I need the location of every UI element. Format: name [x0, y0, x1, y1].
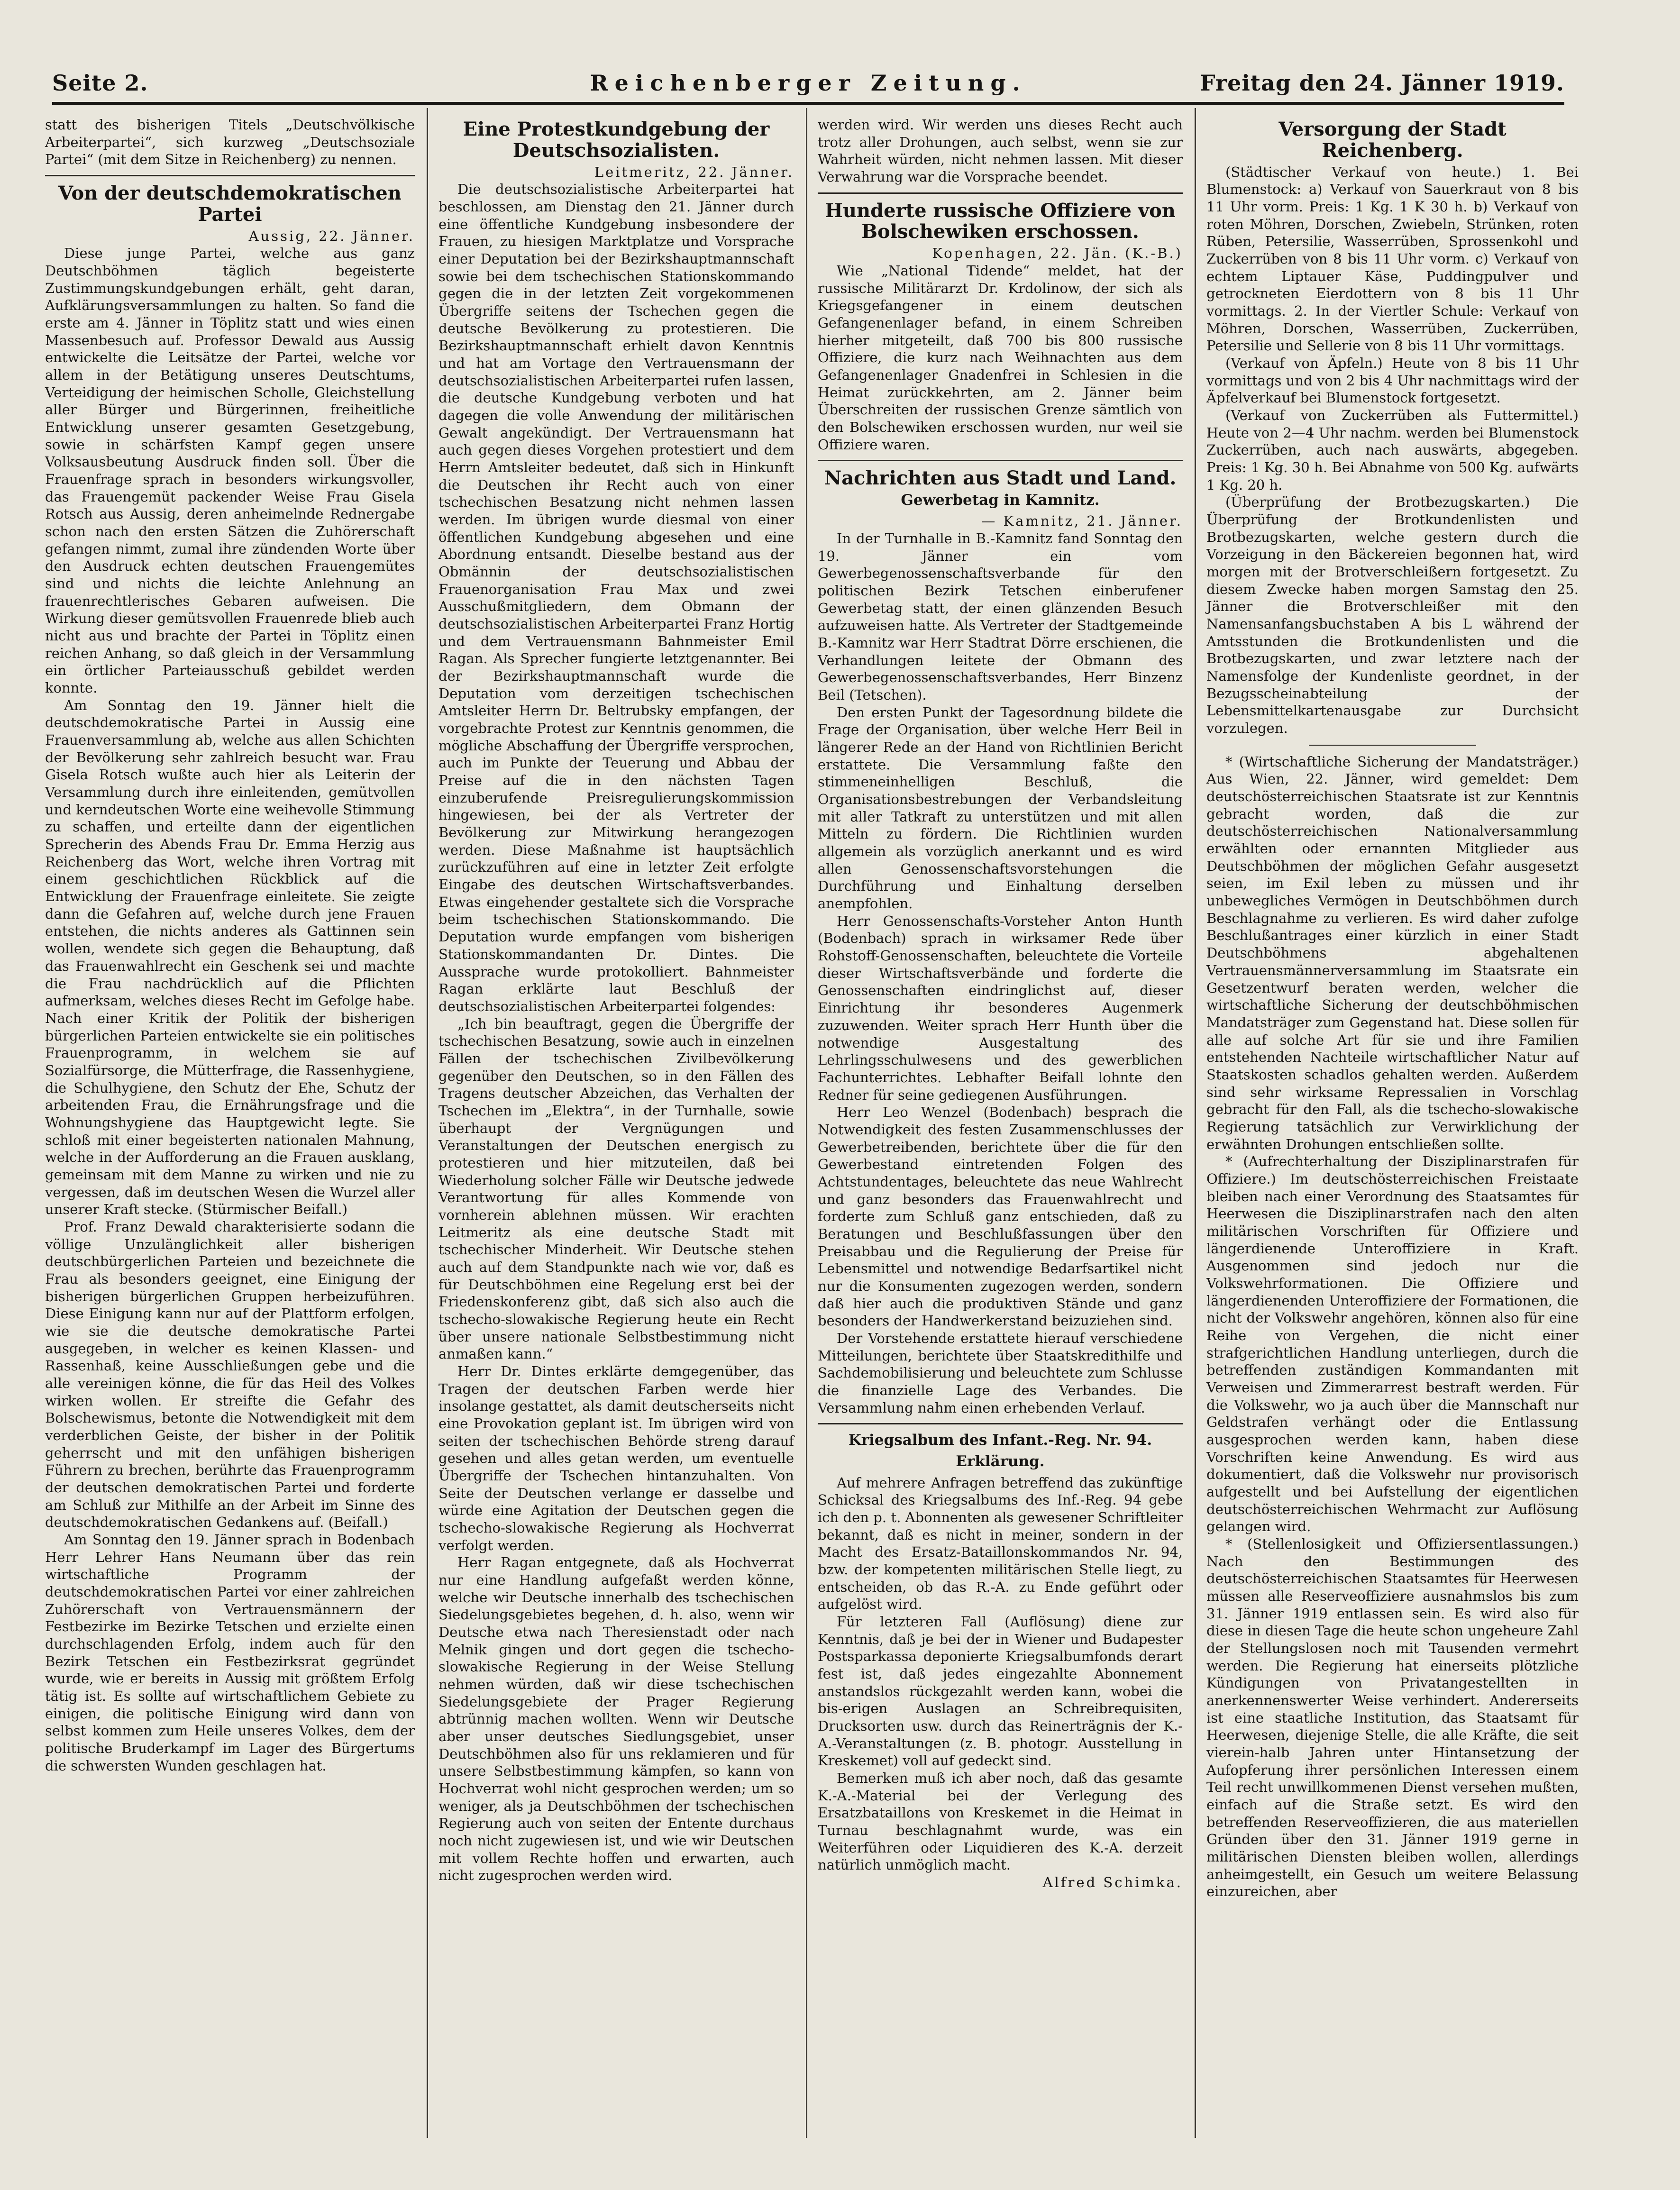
paragraph: * (Aufrechterhaltung der Disziplinarstrafen für Offiziere.) Im deutschösterreichischen Freistaate bleiben nach einer Verordnung des Staatsamtes für Heerwesen die Disziplinarstrafen nach den alten militärischen Vorschriften für Offiziere und längerdienende Unteroffiziere in Kraft. Ausgenommen sind jedoch nur die Volkswehrformationen. Die Offiziere und längerdienenden Unteroffiziere der Formationen, die nicht der Volkswehr angehören, können also für eine Reihe von Vergehen, die nicht einer strafgerichtlichen Handlung unterliegen, durch die betreffenden zuständigen Kommandanten mit Verweisen und Zimmerarrest bestraft werden. Für die Volkswehr, wo ja auch über die Mannschaft nur Geldstrafen verhängt oder die Entlassung ausgesprochen werden kann, haben diese Vorschriften keine Anwendung. Es wird aus dokumentiert, daß die Volkswehr nur provisorisch aufgestellt und bei Aufstellung der eigentlichen deutschösterreichischen Wehrmacht zur Auflösung gelangen wird. — [1206, 1153, 1579, 1535]
paragraph: Für letzteren Fall (Auflösung) diene zur Kenntnis, daß je bei der in Wiener und Budapester Postsparkassa deponierte Kriegsalbumfonds derart fest ist, daß jedes eingezahlte Abonnement anstandslos rückgezahlt werden kann, wobei die bis-erigen Auslagen an Schreibrequisiten, Drucksorten usw. durch das Reinerträgnis der K.-A.-Veranstaltungen (z. B. photogr. Ausstellung in Kreskemet) voll auf gedeckt sind. — [818, 1614, 1183, 1769]
page-number: Seite 2. — [52, 70, 148, 96]
article-separator — [818, 192, 1183, 194]
column-divider — [427, 108, 428, 2138]
signature: Alfred Schimka. — [1042, 1874, 1183, 1891]
paragraph: Wie „National Tidende“ meldet, hat der russische Militärarzt Dr. Krdolinow, der sich als Kriegsgefangener in einem deutschen Gefangenenlager befand, in einem Schreiben hierher mitgeteilt, daß 700 bis 800 russische Offiziere, die kurz nach Weihnachten aus dem Gefangenenlager Gnadenfrei in Schlesien in die Heimat zurückkehrten, am 2. Jänner beim Überschreiten der russischen Grenze sämtlich von den Bolschewiken erschossen wurden, nur weil sie Offiziere waren. — [818, 262, 1183, 453]
subheadline: Gewerbetag in Kamnitz. — [901, 492, 1100, 509]
article-separator — [1309, 745, 1476, 746]
paragraph: * (Wirtschaftliche Sicherung der Mandatsträger.) Aus Wien, 22. Jänner, wird gemeldet: Dem deutschösterreichischen Staatsrate ist zur Kenntnis gebracht worden, daß die zur deutschösterreichischen Nationalversammlung erwählten oder ernannten Mitglieder aus Deutschböhmen der möglichen Gefahr ausgesetzt seien, im Exil leben zu müssen und ihr unbewegliches Vermögen in Deutschböhmen durch Beschlagnahme zu verlieren. Es wird daher zufolge Beschlußantrages einer kürzlich in einer Stadt Deutschböhmens abgehaltenen Vertrauensmännerversammlung im Staatsrate ein Gesetzentwurf beraten werden, welcher die wirtschaftliche Sicherung der deutschböhmischen Mandatsträger zum Gegenstand hat. Diese sollen für alle auf solche Art für sie und ihre Familien entstehenden Nachteile wirtschaftlicher Natur auf Staatskosten schadlos gehalten werden. Außerdem sind sehr wirksame Repressalien in Vorschlag gebracht für den Fall, als die tschecho-slowakische Regierung tatsächlich zur Verwirklichung der erwähnten Drohungen entschließen sollte. — [1206, 753, 1579, 1152]
headline: Von der deutschdemokratischen Partei — [58, 182, 402, 226]
paragraph: In der Turnhalle in B.-Kamnitz fand Sonntag den 19. Jänner ein vom Gewerbegenossenschaftsverbande für den politischen Bezirk Tetschen einberufener Gewerbetag statt, der einen glänzenden Besuch aufzuweisen hatte. Als Vertreter der Stadtgemeinde B.-Kamnitz war Herr Stadtrat Dörre erschienen, die Verhandlungen leitete der Obmann des Gewerbegenossenschaftsverbandes, Herr Binzenz Beil (Tetschen). — [818, 530, 1183, 703]
header-rule — [52, 102, 1564, 105]
dateline: Aussig, 22. Jänner. — [248, 228, 415, 244]
headline: Hunderte russische Offiziere von Bolschewiken erschossen. — [825, 199, 1176, 243]
issue-date: Freitag den 24. Jänner 1919. — [1199, 70, 1564, 96]
paragraph: Herr Ragan entgegnete, daß als Hochverrat nur eine Handlung aufgefaßt werden könne, welche wir Deutsche innerhalb des tschechischen Siedelungsgebietes begehen, d. h. also, wenn wir Deutsche etwa nach Theresienstadt oder nach Melnik gingen und dort gegen die tschecho-slowakische Regierung in der Weise Stellung nehmen würden, daß wir diese tschechischen Siedelungsgebiete der Prager Regierung abtrünnig machen wollten. Wenn wir Deutsche aber unser deutsches Siedlungsgebiet, unser Deutschböhmen also für uns reklamieren und für unsere Selbstbestimmung kämpfen, so kann von Hochverrat wohl nicht gesprochen werden; um so weniger, als ja Deutschböhmen der tschechischen Regierung auch von seiten der Entente durchaus noch nicht zugewiesen ist, und wie wir Deutschen mit vollem Rechte hoffen und erwarten, auch nicht zugesprochen werden wird. — [438, 1554, 794, 1884]
article-separator — [818, 1423, 1183, 1424]
paragraph: (Verkauf von Äpfeln.) Heute von 8 bis 11 Uhr vormittags und von 2 bis 4 Uhr nachmittags wird der Äpfelverkauf bei Blumenstock fortgesetzt. — [1206, 355, 1579, 406]
paragraph: (Verkauf von Zuckerrüben als Futtermittel.) Heute von 2—4 Uhr nachm. werden bei Blumenstock Zuckerrüben, auch nach auswärts, abgegeben. Preis: 1 Kg. 30 h. Bei Abnahme von 500 Kg. aufwärts 1 Kg. 20 h. — [1206, 407, 1579, 493]
paragraph: Am Sonntag den 19. Jänner sprach in Bodenbach Herr Lehrer Hans Neumann über das rein wirtschaftliche Programm der deutschdemokratischen Partei vor einer zahlreichen Zuhörerschaft von Vertrauensmännern der Festbezirke im Bezirke Tetschen und erzielte einen durchschlagenden Erfolg, indem auch für den Bezirk Tetschen ein Festbezirksrat gegründet wurde, wie er bereits in Aussig mit größtem Erfolg tätig ist. Es sollte auf wirtschaftlichem Gebiete zu einigen, die politische Einigung wird dann von selbst kommen zum Heile unseres Volkes, dem der politische Bruderkampf im Lager des Bürgertums die schwersten Wunden geschlagen hat. — [45, 1532, 415, 1774]
quote-paragraph: „Ich bin beauftragt, gegen die Übergriffe der tschechischen Besatzung, sowie auch in einzelnen Fällen der tschechischen Zivilbevölkerung gegenüber den Deutschen, so in den Fällen des Tragens deutscher Abzeichen, das Verhalten der Tschechen im „Elektra“, in der Turnhalle, sowie überhaupt der Vergnügungen und Veranstaltungen der Deutschen energisch zu protestieren und hier mitzuteilen, daß bei Wiederholung solcher Fälle wir Deutsche jedwede Verantwortung für alles Kommende von vornherein ablehnen müssen. Wir erachten Leitmeritz als eine deutsche Stadt mit tschechischer Minderheit. Wir Deutsche stehen auch auf dem Standpunkte nach wie vor, daß es für Deutschböhmen eine Regelung erst bei der Friedenskonferenz gibt, daß sich also auch die tschecho-slowakische Regierung heute ein Recht über unsere nationale Selbstbestimmung nicht anmaßen kann.“ — [438, 1015, 794, 1362]
paragraph: Bemerken muß ich aber noch, daß das gesamte K.-A.-Material bei der Verlegung des Ersatzbataillons von Kreskemet in die Heimat in Turnau beschlagnahmt wurde, was ein Weiterführen oder Liquidieren des K.-A. derzeit natürlich unmöglich macht. — [818, 1770, 1183, 1873]
paragraph: (Überprüfung der Brotbezugskarten.) Die Überprüfung der Brotkundenlisten und Brotbezugskarten, welche gestern durch die Vorzeigung in den Bäckereien begonnen hat, wird morgen mit der Brotverschleißern fortgesetzt. Zu diesem Zwecke haben morgen Samstag den 25. Jänner die Brotverschleißer mit den Namensanfangsbuchstaben A bis L während der Amtsstunden die Brotkundenlisten und die Brotbezugskarten, und zwar letztere nach der Namensfolge der Kundenliste geordnet, in der Bezugsscheinabteilung der Lebensmittelkartenausgabe zur Durchsicht vorzulegen. — [1206, 494, 1579, 737]
article-separator — [45, 175, 415, 176]
newspaper-title: Reichenberger Zeitung. — [590, 70, 1027, 96]
headline: Eine Protestkundgebung der Deutschsozialisten. — [463, 118, 770, 162]
dateline: Leitmeritz, 22. Jänner. — [594, 164, 794, 180]
article-separator — [818, 460, 1183, 461]
column-divider — [806, 108, 807, 2138]
section-headline: Nachrichten aus Stadt und Land. — [824, 467, 1177, 490]
column-1 — [45, 116, 415, 1774]
paragraph: Auf mehrere Anfragen betreffend das zukünftige Schicksal des Kriegsalbums des Inf.-Reg. 94 gebe ich den p. t. Abonnenten als gewesener Schriftleiter bekannt, daß es nicht in meiner, sondern in der Macht des Ersatz-Bataillonskommandos Nr. 94, bzw. der kompetenten militärischen Stelle liegt, zu entscheiden, ob das R.-A. zu Ende geführt oder aufgelöst wird. — [818, 1474, 1183, 1613]
paragraph: Herr Genossenschafts-Vorsteher Anton Hunth (Bodenbach) sprach in wirksamer Rede über Rohstoff-Genossenschaften, beleuchtete die Vorteile dieser Wirtschaftsverbände und forderte die Genossenschaften eindringlichst auf, dieser Einrichtung ihr besonderes Augenmerk zuzuwenden. Weiter sprach Herr Hunth über die notwendige Ausgestaltung des Lehrlingsschulwesens und des gewerblichen Fachunterrichtes. Lebhafter Beifall lohnte den Redner für seine gediegenen Ausführungen. — [818, 912, 1183, 1103]
paragraph: Herr Dr. Dintes erklärte demgegenüber, das Tragen der deutschen Farben werde hier insolange gestattet, als damit deutscherseits nicht eine Provokation geplant ist. Im übrigen wird von seiten der tschechischen Behörde streng darauf gesehen und alles getan werden, um eventuelle Übergriffe der Tschechen hintanzuhalten. Von Seite der Deutschen verlange er dasselbe und würde eine Agitation der Deutschen gegen die tschecho-slowakische Regierung als Hochverrat verfolgt werden. — [438, 1363, 794, 1553]
column-3 — [818, 116, 1183, 1891]
headline: Kriegsalbum des Infant.-Reg. Nr. 94. — [848, 1432, 1152, 1449]
paragraph: * (Stellenlosigkeit und Offiziersentlassungen.) Nach den Bestimmungen des deutschösterreichischen Staatsamtes für Heerwesen müssen alle Reserveoffiziere ausnahmslos bis zum 31. Jänner 1919 entlassen sein. Es wird also für diese in diesen Tage die heute schon ungeheure Zahl der Stellungslosen noch mit Tausenden vermehrt werden. Die Regierung hat einerseits plötzliche Kündigungen von Privatangestellten in anerkennenswerter Weise verhindert. Andererseits ist eine staatliche Institution, das Staatsamt für Heerwesen, diejenige Stelle, die alle Kräfte, die seit vierein-halb Jahren unter Hintansetzung der Aufopferung ihrer persönlichen Interessen einem Teil recht unwillkommenen Dienst versehen mußten, einfach auf die Straße setzt. Es wird den betreffenden Reserveoffizieren, die aus materiellen Gründen über den 31. Jänner 1919 gerne in militärischen Diensten bleiben wollen, allerdings anheimgestellt, ein Gesuch um weitere Belassung einzureichen, aber — [1206, 1536, 1579, 1900]
paragraph: (Städtischer Verkauf von heute.) 1. Bei Blumenstock: a) Verkauf von Sauerkraut von 8 bis 11 Uhr vorm. Preis: 1 Kg. 1 K 30 h. b) Verkauf von roten Möhren, Dorschen, Zwiebeln, Strünken, roten Rüben, Petersilie, Wasserrüben, Sprossenkohl und Zuckerrüben von 8 bis 11 Uhr vorm. c) Verkauf von echtem Liptauer Käse, Puddingpulver und getrockneten Eierdottern von 8 bis 11 Uhr vormittags. 2. In der Viertler Schule: Verkauf von Möhren, Dorschen, Wasserrüben, Zuckerrüben, Petersilie und Sellerie von 8 bis 11 Uhr vormittags. — [1206, 164, 1579, 354]
paragraph: Am Sonntag den 19. Jänner hielt die deutschdemokratische Partei in Aussig eine Frauenversammlung ab, welche aus allen Schichten der Bevölkerung sehr zahlreich besucht war. Frau Gisela Rotsch wußte auch hier als Leiterin der Versammlung durch ihre einleitenden, gemütvollen und kerndeutschen Worte eine weihevolle Stimmung zu schaffen, und erteilte dann der eigentlichen Sprecherin des Abends Frau Dr. Emma Herzig aus Reichenberg das Wort, welche ihren Vortrag mit einem geschichtlichen Rückblick auf die Entwicklung der Frauenfrage einleitete. Sie zeigte dann die Gefahren auf, welche durch jene Frauen entstehen, die nichts anderes als Gattinnen sein wollen, wendete sich gegen die Behauptung, daß das Frauenwahlrecht ein Geschenk sei und machte die Frau nachdrücklich auf die Pflichten aufmerksam, welches dieses Recht im Gefolge habe. Nach einer Kritik der Politik der bisherigen bürgerlichen Parteien entwickelte sie ein politisches Frauenprogramm, in welchem sie auf Sozialfürsorge, die Mütterfrage, die Rassenhygiene, die Schulhygiene, den Schutz der Ehe, Schutz der arbeitenden Frau, die Ernährungsfrage und die Wohnungshygiene das Hauptgewicht legte. Sie schloß mit einer begeisterten nationalen Mahnung, welche in der Aufforderung an die Frauen ausklang, gemeinsam mit dem Manne zu wirken und nie zu vergessen, daß im deutschen Wesen die Wurzel aller unserer Kraft stecke. (Stürmischer Beifall.) — [45, 697, 415, 1218]
article-intro: statt des bisherigen Titels „Deutschvölkische Arbeiterpartei“, sich kurzweg „Deutschsoziale Partei“ (mit dem Sitze in Reichenberg) zu nennen. — [45, 117, 415, 168]
column-divider — [1195, 108, 1196, 2138]
paragraph: Den ersten Punkt der Tagesordnung bildete die Frage der Organisation, über welche Herr Beil in längerer Rede an der Hand von Richtlinien Bericht erstattete. Die Versammlung faßte den stimmeneinhelligen Beschluß, die Organisationsbestrebungen der Verbandsleitung mit aller Tatkraft zu unterstützen und mit allen Mitteln zu fördern. Die Richtlinien wurden allgemein als vorzüglich anerkannt und es wird allen Genossenschaftsvorstehungen die Durchführung und Einhaltung derselben anempfohlen. — [818, 704, 1183, 912]
column-2 — [438, 116, 794, 1884]
paragraph: Die deutschsozialistische Arbeiterpartei hat beschlossen, am Dienstag den 21. Jänner durch eine öffentliche Kundgebung insbesondere der Frauen, zu hiesigen Marktplatze und Vorsprache einer Deputation bei der Bezirkshauptmannschaft sowie bei dem tschechischen Stationskommando gegen die in der letzten Zeit vorgekommenen Übergriffe seitens der Tschechen gegen die deutsche Bevölkerung zu protestieren. Die Bezirkshauptmannschaft erhielt davon Kenntnis und hat am Vortage den Vertrauensmann der deutschsozialistischen Arbeiterpartei rufen lassen, die deutsche Kundgebung verboten und hat dagegen die volle Anwendung der militärischen Gewalt angekündigt. Der Vertrauensmann hat auch gegen dieses Vorgehen protestiert und dem Herrn Amtsleiter bedeutet, daß sich in Hinkunft die Deutschen ihr Recht auch von einer tschechischen Besatzung nicht nehmen lassen werden. Im übrigen wurde diesmal von einer öffentlichen Kundgebung abgesehen und eine Abordnung entsandt. Dieselbe bestand aus der Obmännin der deutschsozialistischen Frauenorganisation Frau Max und zwei Ausschußmitgliedern, dem Obmann der deutschsozialistischen Arbeiterpartei Franz Hortig und dem Vertrauensmann Bahnmeister Emil Ragan. Als Sprecher fungierte letztgenannter. Bei der Bezirkshauptmannschaft wurde die Deputation vom derzeitigen tschechischen Amtsleiter Herrn Dr. Beltrubsky empfangen, der vorgebrachte Protest zur Kenntnis genommen, die mögliche Abschaffung der Übergriffe versprochen, auch im Punkte der Teuerung und Abbau der Preise auf die in den nächsten Tagen einzuberufende Preisregulierungskommission hingewiesen, bei der als Vertreter der Bevölkerung zur Mitwirkung herangezogen werden. Diese Maßnahme ist hauptsächlich zurückzuführen auf eine in letzter Zeit erfolgte Eingabe des deutschen Wirtschaftsverbandes. Etwas eingehender gestaltete sich die Vorsprache beim tschechischen Stationskommando. Die Deputation wurde empfangen vom bisherigen Stationskommandanten Dr. Dintes. Die Aussprache wurde protokolliert. Bahnmeister Ragan erklärte laut Beschluß der deutschsozialistischen Arbeiterpartei folgendes: — [438, 181, 794, 1014]
paragraph: werden wird. Wir werden uns dieses Recht auch trotz aller Drohungen, auch selbst, wenn sie zur Wahrheit würden, nicht nehmen lassen. Mit dieser Verwahrung war die Vorsprache beendet. — [818, 117, 1183, 185]
paragraph: Diese junge Partei, welche aus ganz Deutschböhmen täglich begeisterte Zustimmungskundgebungen erhält, geht daran, Aufklärungsversammlungen zu halten. So fand die erste am 4. Jänner in Töplitz statt und wies einen Massenbesuch auf. Professor Dewald aus Aussig entwickelte die Leitsätze der Partei, welche vor allem in der Betätigung unseres Deutschtums, Verteidigung der heimischen Scholle, Gleichstellung aller Bürger und Bürgerinnen, freiheitliche Entwicklung unserer gesamten Gesetzgebung, sowie in schärfsten Kampf gegen unsere Volksausbeutung Ausdruck finden soll. Über die Frauenfrage sprach in besonders wirkungsvoller, das Frauengemüt packender Weise Frau Gisela Rotsch aus Aussig, deren anheimelnde Rednergabe schon nach den ersten Sätzen die Zuhörerschaft gefangen nimmt, zumal ihre zündenden Worte über den Ausdruck echten deutschen Frauengemütes sind und nichts die leichte Anlehnung an frauenrechtlerisches Gebaren aufweisen. Die Wirkung dieser gemütsvollen Frauenrede blieb auch nicht aus und brachte der Partei in Töplitz einen reichen Anhang, so daß gleich in der Versammlung ein örtlicher Parteiausschuß gebildet werden konnte. — [45, 245, 415, 696]
paragraph: Prof. Franz Dewald charakterisierte sodann die völlige Unzulänglichkeit aller bisherigen deutschbürgerlichen Parteien und bezeichnete die Frau als besonders geeignet, eine Einigung der bisherigen bürgerlichen Gruppen herbeizuführen. Diese Einigung kann nur auf der Plattform erfolgen, wie sie die deutsche demokratische Partei ausgegeben, in welcher es keinen Klassen- und Rassenhaß, keine Ausschließungen gebe und die alle vereinigen könne, die für das Heil des Volkes wirken wollen. Er streifte die Gefahr des Bolschewismus, betonte die Notwendigkeit mit dem verderblichen Geiste, der bisher in der Politik geherrscht und mit den unfähigen bisherigen Führern zu brechen, berührte das Frauenprogramm der deutschen demokratischen Partei und forderte am Schluß zur Mithilfe an der Arbeit im Sinne des deutschdemokratischen Gedankens auf. (Beifall.) — [45, 1218, 415, 1531]
subheadline: Erklärung. — [956, 1453, 1045, 1470]
paragraph: Herr Leo Wenzel (Bodenbach) besprach die Notwendigkeit des festen Zusammenschlusses der Gewerbetreibenden, berichtete über die für den Gewerbestand eintretenden Folgen des Achtstundentages, beleuchtete das neue Wahlrecht und ganz besonders das Frauenwahlrecht und forderte zum Schluß ganz entschieden, daß zu Beratungen und Beschlußfassungen über den Preisabbau und die Regulierung der Preise für Lebensmittel und notwendige Bedarfsartikel nicht nur die Konsumenten zugezogen werden, sondern daß hier auch die produktiven Stände und ganz besonders der Handwerkerstand beizuziehen sind. — [818, 1104, 1183, 1329]
dateline: — Kamnitz, 21. Jänner. — [981, 513, 1183, 529]
dateline: Kopenhagen, 22. Jän. (K.-B.) — [932, 245, 1183, 262]
column-4 — [1206, 116, 1579, 1900]
page-header — [52, 66, 1564, 100]
paragraph: Der Vorstehende erstattete hierauf verschiedene Mitteilungen, berichtete über Staatskredithilfe und Sachdemobilisierung und beleuchtete zum Schlusse die finanzielle Lage des Verbandes. Die Versammlung nahm einen erhebenden Verlauf. — [818, 1330, 1183, 1416]
headline: Versorgung der Stadt Reichenberg. — [1278, 118, 1507, 162]
